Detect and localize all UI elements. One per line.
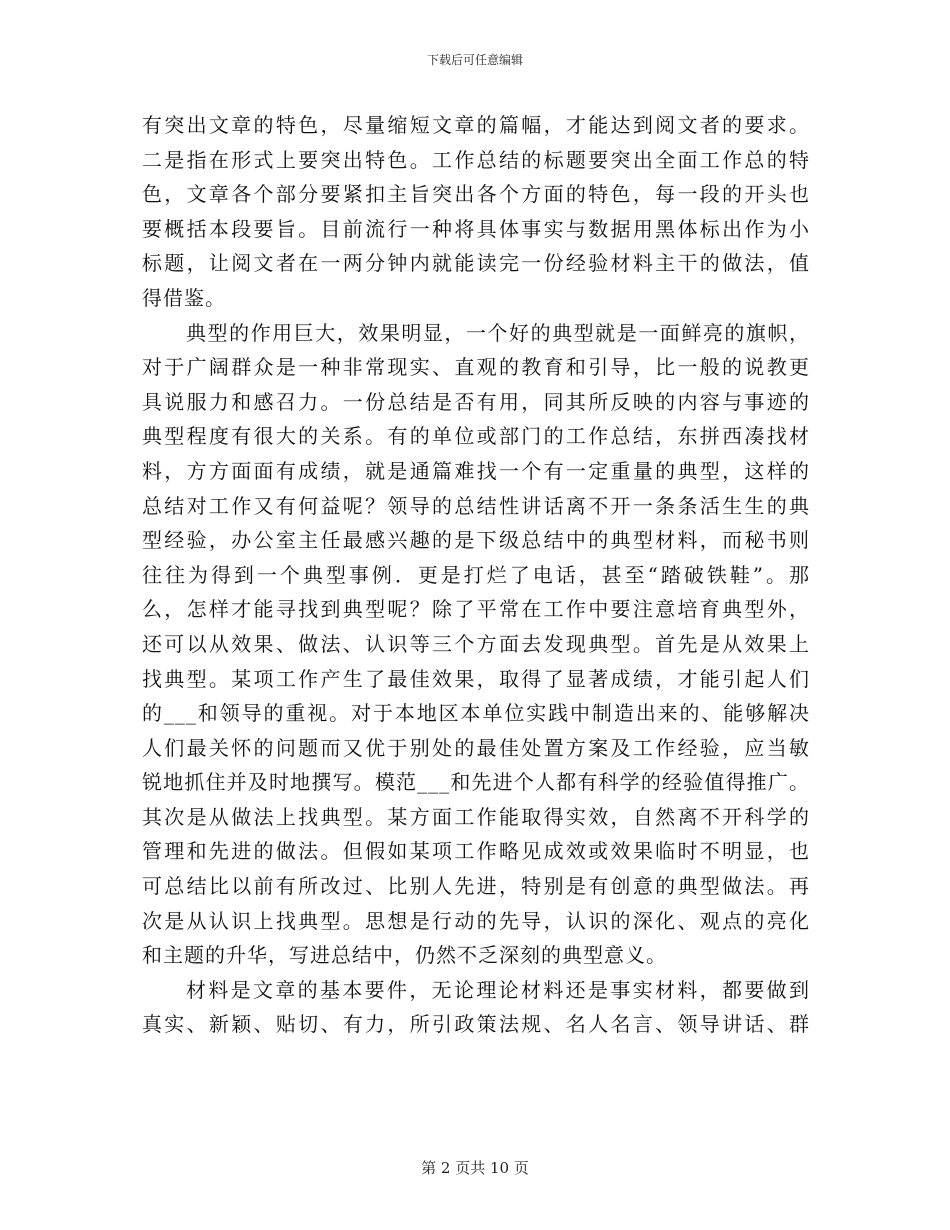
text-line: 型经验，办公室主任最感兴趣的是下级总结中的典型材料，而秘书则 — [142, 528, 810, 553]
text-line: 典型程度有很大的关系。有的单位或部门的工作总结，东拼西凑找材 — [142, 424, 810, 449]
text-line: 对于广阔群众是一种非常现实、直观的教育和引导，比一般的说教更 — [142, 355, 810, 380]
text-line: 要概括本段要旨。目前流行一种将具体事实与数据用黑体标出作为小 — [142, 216, 810, 241]
text-line: 的___和领导的重视。对于本地区本单位实践中制造出来的、能够解决 — [142, 701, 810, 726]
text-line: 人们最关怀的问题而又优于别处的最佳处置方案及工作经验，应当敏 — [142, 735, 810, 760]
page-number: 第 2 页共 10 页 — [421, 1159, 529, 1177]
text-line: 典型的作用巨大，效果明显，一个好的典型就是一面鲜亮的旗帜， — [186, 320, 810, 345]
text-line: 标题，让阅文者在一两分钟内就能读完一份经验材料主干的做法，值 — [142, 251, 810, 276]
text-line: 锐地抓住并及时地撰写。模范___和先进个人都有科学的经验值得推广。 — [142, 770, 810, 795]
paragraph-2 — [142, 316, 810, 973]
text-line: 色，文章各个部分要紧扣主旨突出各个方面的特色，每一段的开头也 — [142, 182, 810, 207]
text-line: 次是从认识上找典型。思想是行动的先导，认识的深化、观点的亮化 — [142, 908, 810, 933]
paragraph-3 — [142, 973, 810, 1042]
text-line: 真实、新颖、贴切、有力，所引政策法规、名人名言、领导讲话、群 — [142, 1012, 810, 1037]
text-line: 具说服力和感召力。一份总结是否有用，同其所反映的内容与事迹的 — [142, 389, 810, 414]
text-line: 么，怎样才能寻找到典型呢？除了平常在工作中要注意培育典型外， — [142, 597, 810, 622]
text-line: 总结对工作又有何益呢？领导的总结性讲话离不开一条条活生生的典 — [142, 493, 810, 518]
text-line: 找典型。某项工作产生了最佳效果，取得了显著成绩，才能引起人们 — [142, 666, 810, 691]
paragraph-1 — [142, 108, 810, 316]
text-line: 其次是从做法上找典型。某方面工作能取得实效，自然离不开科学的 — [142, 804, 810, 829]
text-line: 得借鉴。 — [142, 285, 226, 310]
text-line: 可总结比以前有所改过、比别人先进，特别是有创意的典型做法。再 — [142, 874, 810, 899]
text-line: 还可以从效果、做法、认识等三个方面去发现典型。首先是从效果上 — [142, 631, 810, 656]
text-line: 和主题的升华，写进总结中，仍然不乏深刻的典型意义。 — [142, 943, 667, 968]
text-line: 管理和先进的做法。但假如某项工作略见成效或效果临时不明显，也 — [142, 839, 810, 864]
text-line: 有突出文章的特色，尽量缩短文章的篇幅，才能达到阅文者的要求。 — [142, 113, 810, 137]
text-line: 料，方方面面有成绩，就是通篇难找一个有一定重量的典型，这样的 — [142, 458, 810, 483]
text-line: 材料是文章的基本要件，无论理论材料还是事实材料，都要做到 — [186, 977, 810, 1002]
text-line: 往往为得到一个典型事例．更是打烂了电话，甚至“踏破铁鞋”。那 — [142, 562, 810, 587]
page-header: 下载后可任意编辑 — [426, 53, 523, 67]
text-line: 二是指在形式上要突出特色。工作总结的标题要突出全面工作总的特 — [142, 147, 810, 172]
document-body — [142, 108, 810, 1042]
